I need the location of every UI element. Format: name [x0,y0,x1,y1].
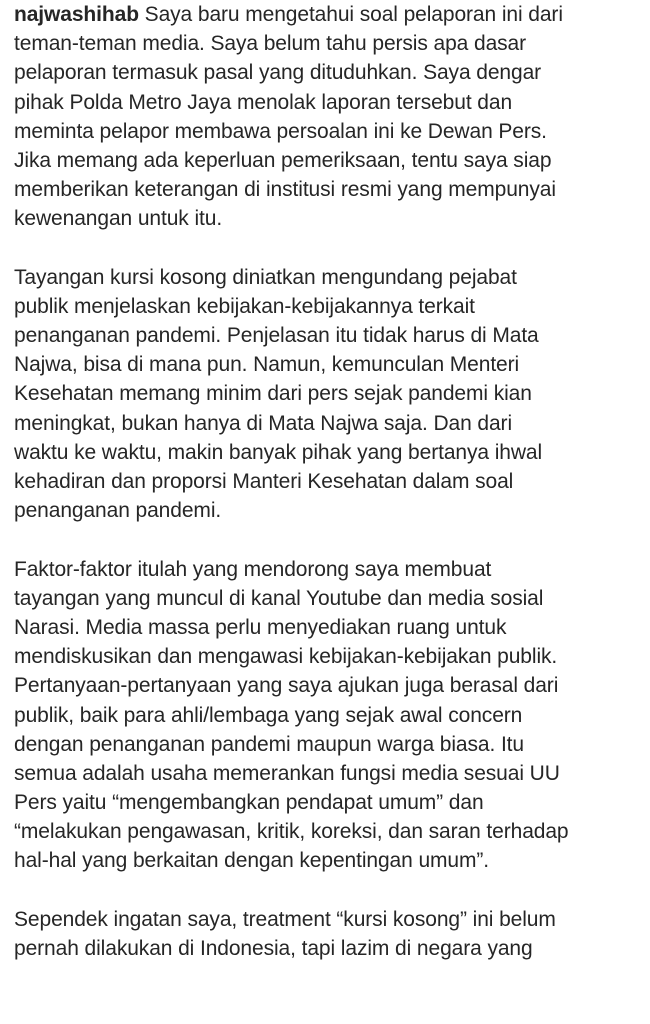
caption-line: penanganan pandemi. Penjelasan itu tidak harus di Mata [14,324,539,348]
caption-line: Tayangan kursi kosong diniatkan mengundang pejabat [14,265,517,289]
caption-line [14,0,642,29]
paragraph-gap [14,525,642,554]
caption-paragraph [14,263,642,526]
caption-line: tayangan yang muncul di kanal Youtube dan media sosial [14,586,544,610]
caption-line: Kesehatan memang minim dari pers sejak pandemi kian [14,382,532,406]
caption-paragraph [14,905,642,963]
paragraph-gap [14,234,642,263]
caption-line: teman-teman media. Saya belum tahu persis apa dasar [14,32,527,56]
username-link[interactable]: najwashihab [14,3,139,26]
caption-line: Sependek ingatan saya, treatment “kursi kosong” ini belum [14,907,556,931]
caption-line: waktu ke waktu, makin banyak pihak yang bertanya ihwal [14,440,543,464]
caption-line: hal-hal yang berkaitan dengan kepentingan umum”. [14,849,490,873]
caption-line: memberikan keterangan di institusi resmi yang mempunyai [14,178,556,202]
caption-line: pernah dilakukan di Indonesia, tapi lazim di negara yang [14,937,533,960]
caption-line: “melakukan pengawasan, kritik, koreksi, dan saran terhadap [14,820,569,844]
caption-line: kehadiran dan proporsi Manteri Kesehatan dalam soal [14,470,514,493]
caption-line: kewenangan untuk itu. [14,207,223,231]
caption-line: pelaporan termasuk pasal yang dituduhkan. Saya dengar [14,61,542,85]
caption-line: publik, baik para ahli/lembaga yang sejak awal concern [14,703,523,727]
caption-line: Pers yaitu “mengembangkan pendapat umum” dan [14,791,484,815]
caption-line: Faktor-faktor itulah yang mendorong saya membuat [14,557,492,581]
caption-paragraph [14,0,642,234]
caption-line: pihak Polda Metro Jaya menolak laporan tersebut dan [14,90,513,114]
caption-line: semua adalah usaha memerankan fungsi media sesuai UU [14,761,560,785]
caption-line: meningkat, bukan hanya di Mata Najwa saja. Dan dari [14,411,513,435]
caption-line: publik menjelaskan kebijakan-kebijakannya terkait [14,294,475,318]
post-caption [14,0,642,963]
caption-line: Najwa, bisa di mana pun. Namun, kemunculan Menteri [14,353,520,377]
caption-line: Jika memang ada keperluan pemeriksaan, tentu saya siap [14,148,552,172]
caption-line: dengan penanganan pandemi maupun warga biasa. Itu [14,732,525,756]
caption-line: meminta pelapor membawa persoalan ini ke Dewan Pers. [14,119,547,143]
caption-line: Pertanyaan-pertanyaan yang saya ajukan juga berasal dari [14,674,559,698]
caption-text: Saya baru mengetahui soal pelaporan ini dari [138,3,563,26]
caption-line: mendiskusikan dan mengawasi kebijakan-kebijakan publik. [14,645,558,669]
paragraph-gap [14,876,642,905]
caption-line: penanganan pandemi. [14,499,222,523]
caption-paragraph [14,555,642,876]
caption-line: Narasi. Media massa perlu menyediakan ruang untuk [14,615,507,639]
